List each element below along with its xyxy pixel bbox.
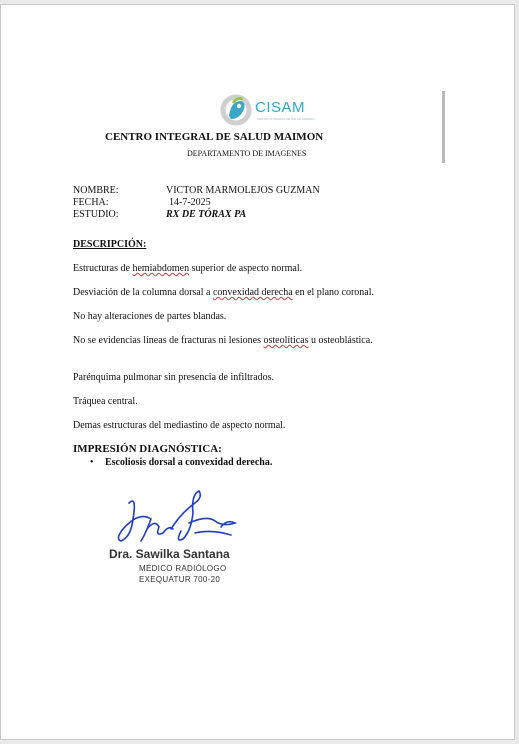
cisam-logo [219,93,315,129]
department-name: DEPARTAMENTO DE IMAGENES [187,149,307,158]
bullet-icon: • [90,457,94,468]
study-label: ESTUDIO: [73,209,119,220]
logo-subtitle: CENTRO INTEGRAL DE SALUD MAIMON [257,117,315,121]
spellcheck-word: hemiabdomen [132,263,190,274]
finding-paragraph: Demas estructuras del mediastino de aspecto normal. [73,420,286,431]
logo-emblem-icon [219,93,255,127]
date-label: FECHA: [73,197,109,208]
signature-image [111,489,241,549]
name-label: NOMBRE: [73,185,119,196]
patient-name: VICTOR MARMOLEJOS GUZMAN [166,185,320,196]
doctor-license: EXEQUATUR 700-20 [139,575,221,584]
vertical-bar [442,91,445,163]
finding-paragraph: Desviación de la columna dorsal a convexidad derecha en el plano coronal. [73,287,374,298]
finding-paragraph: No hay alteraciones de partes blandas. [73,311,227,322]
finding-paragraph: Estructuras de hemiabdomen superior de aspecto normal. [73,263,303,274]
impression-title: IMPRESIÓN DIAGNÓSTICA: [73,443,222,455]
logo-text: CISAM [255,99,306,116]
spellcheck-word: osteolíticas [263,335,309,346]
exam-date: 14-7-2025 [169,197,211,208]
document-page [0,4,515,740]
institution-title: CENTRO INTEGRAL DE SALUD MAIMON [105,131,324,143]
study-name: RX DE TÓRAX PA [166,209,247,220]
spellcheck-word: convexidad derecha [212,287,293,298]
doctor-role: MÉDICO RADIÓLOGO [139,564,227,573]
finding-paragraph: No se evidencias líneas de fracturas ni lesiones osteolíticas u osteoblástica. [73,335,373,346]
doctor-name: Dra. Sawilka Santana [109,547,230,561]
finding-paragraph: Parénquima pulmonar sin presencia de infiltrados. [73,372,275,383]
description-title: DESCRIPCIÓN: [73,239,147,250]
finding-paragraph: Tráquea central. [73,396,138,407]
impression-item: Escoliosis dorsal a convexidad derecha. [105,457,273,468]
